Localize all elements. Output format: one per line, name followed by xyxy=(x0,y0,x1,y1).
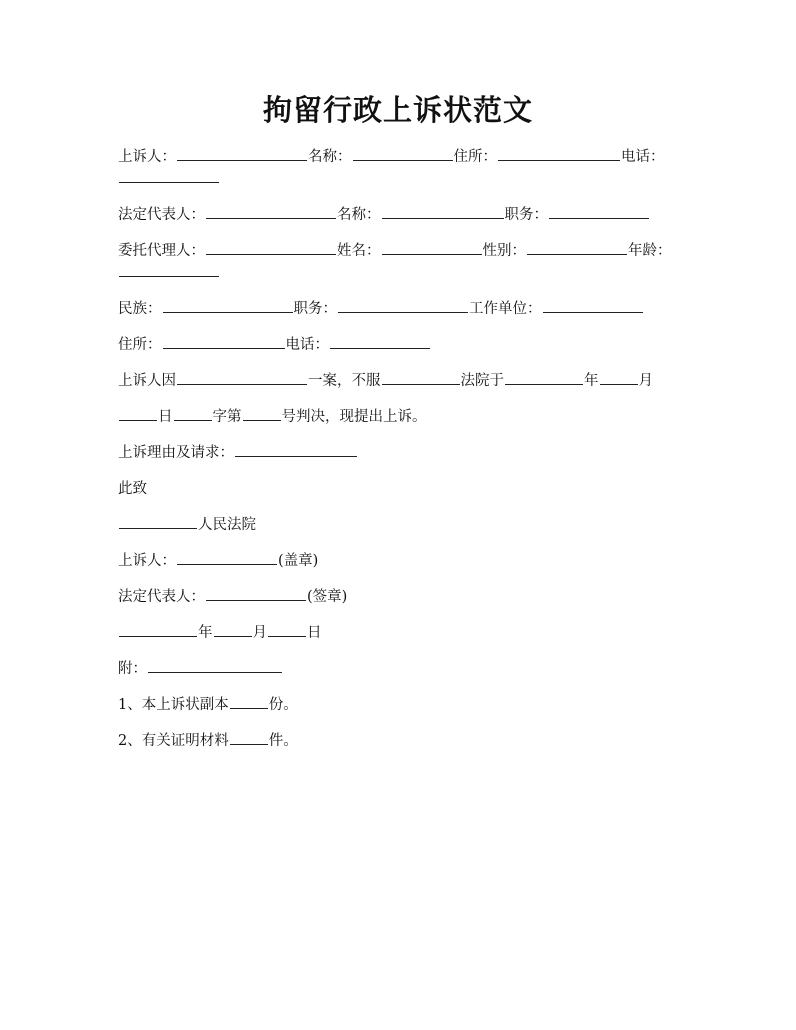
case-zi-blank[interactable] xyxy=(174,406,212,421)
sign-appellant-line xyxy=(118,550,678,572)
court-line xyxy=(118,514,678,536)
attachment-item-1 xyxy=(118,694,678,716)
closing-line xyxy=(118,478,678,500)
case-text-2: 一案，不服 xyxy=(308,373,381,389)
sign-appellant-blank[interactable] xyxy=(177,550,277,565)
date-year-label: 年 xyxy=(198,625,213,641)
case-day-blank[interactable] xyxy=(119,406,157,421)
agent-line xyxy=(118,240,678,284)
legal-rep-line xyxy=(118,204,678,226)
rep-position-label: 职务： xyxy=(504,207,548,223)
ethnicity-label: 民族： xyxy=(118,301,162,317)
date-month-blank[interactable] xyxy=(214,622,252,637)
court-label: 人民法院 xyxy=(198,517,256,533)
eth-position-blank[interactable] xyxy=(338,298,468,313)
case-year-blank[interactable] xyxy=(505,370,583,385)
case-name-blank[interactable] xyxy=(177,370,307,385)
appellant-label: 上诉人： xyxy=(118,149,176,165)
case-text-3: 法院于 xyxy=(460,373,504,389)
case-month-label: 月 xyxy=(638,373,653,389)
agent-blank[interactable] xyxy=(206,240,336,255)
legal-rep-label: 法定代表人： xyxy=(118,207,205,223)
residence-label: 住所： xyxy=(453,149,497,165)
name-blank[interactable] xyxy=(353,146,453,161)
age-label-b: 龄： xyxy=(642,243,672,259)
rep-name-label: 名称： xyxy=(337,207,381,223)
materials-count-blank[interactable] xyxy=(230,730,268,745)
court-name-blank[interactable] xyxy=(119,514,197,529)
attachments-label: 附： xyxy=(118,661,147,677)
gender-blank[interactable] xyxy=(527,240,627,255)
date-month-label: 月 xyxy=(252,625,267,641)
phone-label: 电话： xyxy=(621,149,665,165)
sign-appellant-label: 上诉人： xyxy=(118,553,176,569)
rep-name-blank[interactable] xyxy=(382,204,504,219)
case-line xyxy=(118,370,678,392)
residence2-label: 住所： xyxy=(118,337,162,353)
rep-position-blank[interactable] xyxy=(549,204,649,219)
residence2-blank[interactable] xyxy=(163,334,285,349)
agent-label: 委托代理人： xyxy=(118,243,205,259)
appellant-line xyxy=(118,146,678,190)
date-year-blank[interactable] xyxy=(119,622,197,637)
date-day-label: 日 xyxy=(307,625,322,641)
case-month-blank[interactable] xyxy=(600,370,638,385)
residence-blank[interactable] xyxy=(498,146,620,161)
reasons-line xyxy=(118,442,678,464)
sign-rep-label: 法定代表人： xyxy=(118,589,205,605)
phone2-label: 电话： xyxy=(285,337,329,353)
ethnicity-line xyxy=(118,298,678,320)
attachment-1-text: 1、本上诉状副本 xyxy=(118,697,229,713)
age-label-a: 年 xyxy=(628,243,643,259)
work-unit-label: 工作单位： xyxy=(469,301,542,317)
case-zi-label: 字第 xyxy=(212,409,242,425)
case-day-label: 日 xyxy=(158,409,173,425)
reasons-blank[interactable] xyxy=(235,442,357,457)
case-judgment-text: 号判决，现提出上诉。 xyxy=(281,409,427,425)
sign-rep-blank[interactable] xyxy=(206,586,306,601)
document-body xyxy=(118,146,678,766)
court-blank[interactable] xyxy=(382,370,460,385)
case-line-2 xyxy=(118,406,678,428)
phone-blank[interactable] xyxy=(119,168,219,183)
case-number-blank[interactable] xyxy=(243,406,281,421)
phone2-blank[interactable] xyxy=(330,334,430,349)
attachment-1-unit: 份。 xyxy=(268,697,298,713)
date-line xyxy=(118,622,678,644)
agent-name-label: 姓名： xyxy=(337,243,381,259)
eth-position-label: 职务： xyxy=(293,301,337,317)
residence-phone-line xyxy=(118,334,678,356)
attachments-blank[interactable] xyxy=(148,658,282,673)
gender-label: 性别： xyxy=(482,243,526,259)
copies-count-blank[interactable] xyxy=(230,694,268,709)
appellant-blank[interactable] xyxy=(177,146,307,161)
name-label: 名称： xyxy=(308,149,352,165)
attachment-2-unit: 件。 xyxy=(268,733,298,749)
signature-label: (签章) xyxy=(307,589,348,605)
sign-rep-line xyxy=(118,586,678,608)
case-year-label: 年 xyxy=(584,373,599,389)
work-unit-blank[interactable] xyxy=(543,298,643,313)
date-day-blank[interactable] xyxy=(268,622,306,637)
age-blank[interactable] xyxy=(119,262,219,277)
legal-rep-blank[interactable] xyxy=(206,204,336,219)
attachment-item-2 xyxy=(118,730,678,752)
attachments-line xyxy=(118,658,678,680)
attachment-2-text: 2、有关证明材料 xyxy=(118,733,229,749)
document-title: 拘留行政上诉状范文 xyxy=(262,93,533,127)
ethnicity-blank[interactable] xyxy=(163,298,293,313)
seal-label: (盖章) xyxy=(278,553,319,569)
agent-name-blank[interactable] xyxy=(382,240,482,255)
closing-text: 此致 xyxy=(118,481,147,497)
case-text-1: 上诉人因 xyxy=(118,373,176,389)
reasons-label: 上诉理由及请求： xyxy=(118,445,234,461)
